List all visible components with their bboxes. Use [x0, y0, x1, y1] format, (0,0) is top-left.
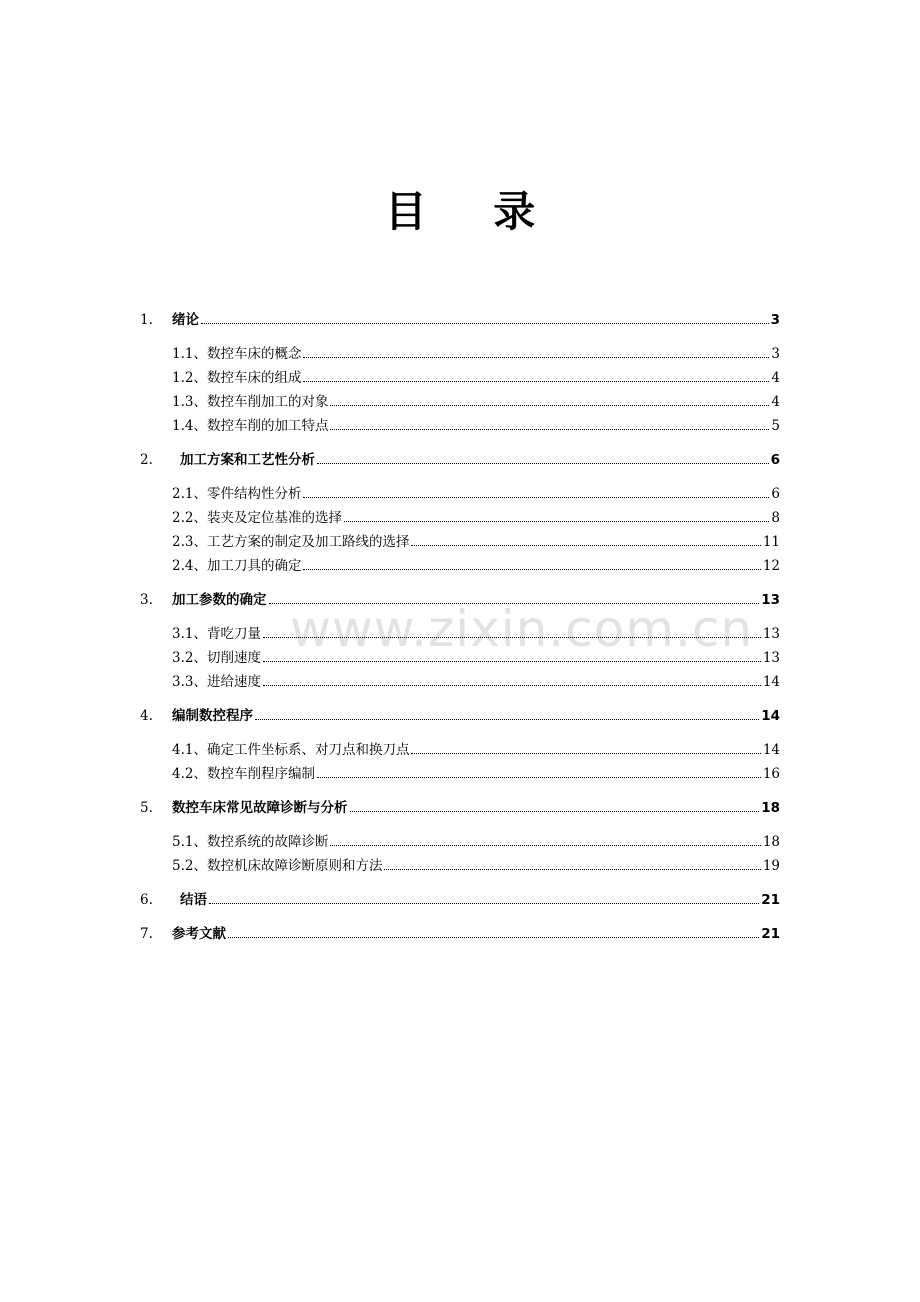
toc-page-number: 12: [762, 558, 780, 574]
toc-section-4-2[interactable]: [140, 758, 780, 782]
toc-leader-dots: [263, 661, 761, 662]
toc-section-title: 2.2、装夹及定位基准的选择: [172, 510, 342, 526]
toc-chapter-4[interactable]: [140, 700, 780, 724]
toc-leader-dots: [411, 545, 760, 546]
toc-chapter-title: 加工参数的确定: [172, 592, 267, 608]
toc-page-number: 8: [771, 510, 780, 526]
toc-section-3-1[interactable]: [140, 618, 780, 642]
toc-page-number: 3: [771, 346, 780, 362]
toc-leader-dots: [303, 381, 769, 382]
toc-leader-dots: [263, 637, 761, 638]
toc-section-title: 1.4、数控车削的加工特点: [172, 418, 329, 434]
toc-leader-dots: [344, 521, 769, 522]
toc-section-title: 2.1、零件结构性分析: [172, 486, 302, 502]
toc-chapter-6[interactable]: [140, 884, 780, 908]
toc-page-number: 3: [770, 312, 780, 328]
toc-page-number: 4: [771, 370, 780, 386]
toc-chapter-title: 编制数控程序: [172, 708, 253, 724]
toc-section-5-1[interactable]: [140, 826, 780, 850]
toc-leader-dots: [330, 429, 769, 430]
toc-page-number: 16: [762, 766, 780, 782]
toc-section-5-2[interactable]: [140, 850, 780, 874]
toc-section-3-3[interactable]: [140, 666, 780, 690]
toc-page-number: 21: [761, 892, 780, 908]
toc-page-number: 4: [771, 394, 780, 410]
toc-section-title: 5.2、数控机床故障诊断原则和方法: [172, 858, 383, 874]
toc-leader-dots: [263, 685, 761, 686]
toc-leader-dots: [201, 323, 769, 324]
toc-chapter-title: 数控车床常见故障诊断与分析: [172, 800, 348, 816]
toc-page-number: 14: [762, 742, 780, 758]
watermark: www.zixin.com.cn: [290, 600, 754, 658]
toc-page-number: 13: [761, 592, 780, 608]
toc-leader-dots: [384, 869, 760, 870]
toc-page-number: 21: [761, 926, 780, 942]
toc-chapter-5[interactable]: [140, 792, 780, 816]
toc-section-1-1[interactable]: [140, 338, 780, 362]
toc-leader-dots: [303, 569, 760, 570]
toc-section-2-2[interactable]: [140, 502, 780, 526]
toc-section-title: 5.1、数控系统的故障诊断: [172, 834, 329, 850]
toc-chapter-number: 2.: [140, 452, 153, 468]
toc-chapter-title: 参考文献: [172, 926, 226, 942]
toc-chapter-title: 绪论: [172, 312, 199, 328]
toc-section-title: 3.1、背吃刀量: [172, 626, 261, 642]
page-title: 目 录: [384, 187, 562, 236]
toc-section-1-2[interactable]: [140, 362, 780, 386]
toc-page-number: 14: [761, 708, 780, 724]
toc-section-4-1[interactable]: [140, 734, 780, 758]
toc-section-title: 4.1、确定工件坐标系、对刀点和换刀点: [172, 742, 410, 758]
toc-leader-dots: [330, 845, 760, 846]
toc-chapter-number: 1.: [140, 312, 153, 328]
toc-leader-dots: [255, 719, 759, 720]
toc-page-number: 19: [762, 858, 780, 874]
toc-leader-dots: [411, 753, 760, 754]
table-of-contents: [140, 304, 780, 942]
toc-page-number: 14: [762, 674, 780, 690]
toc-section-title: 3.2、切削速度: [172, 650, 261, 666]
toc-section-title: 3.3、进给速度: [172, 674, 261, 690]
toc-chapter-number: 7.: [140, 926, 153, 942]
toc-leader-dots: [330, 405, 769, 406]
toc-chapter-number: 3.: [140, 592, 153, 608]
toc-section-title: 1.3、数控车削加工的对象: [172, 394, 329, 410]
toc-chapter-title: 结语: [180, 892, 207, 908]
toc-section-title: 2.4、加工刀具的确定: [172, 558, 302, 574]
toc-section-3-2[interactable]: [140, 642, 780, 666]
toc-page-number: 18: [761, 800, 780, 816]
toc-leader-dots: [228, 937, 759, 938]
toc-section-1-3[interactable]: [140, 386, 780, 410]
toc-section-title: 1.1、数控车床的概念: [172, 346, 302, 362]
toc-page-number: 13: [762, 626, 780, 642]
toc-page-number: 11: [762, 534, 780, 550]
toc-page-number: 6: [770, 452, 780, 468]
toc-chapter-3[interactable]: [140, 584, 780, 608]
toc-leader-dots: [317, 777, 761, 778]
toc-chapter-number: 4.: [140, 708, 153, 724]
toc-leader-dots: [317, 463, 769, 464]
toc-chapter-number: 5.: [140, 800, 153, 816]
toc-section-1-4[interactable]: [140, 410, 780, 434]
toc-section-2-4[interactable]: [140, 550, 780, 574]
toc-page-number: 18: [762, 834, 780, 850]
toc-leader-dots: [209, 903, 759, 904]
toc-leader-dots: [303, 357, 769, 358]
toc-section-title: 4.2、数控车削程序编制: [172, 766, 315, 782]
toc-leader-dots: [269, 603, 760, 604]
toc-page-number: 13: [762, 650, 780, 666]
toc-chapter-number: 6.: [140, 892, 153, 908]
toc-chapter-title: 加工方案和工艺性分析: [180, 452, 315, 468]
toc-chapter-1[interactable]: [140, 304, 780, 328]
toc-chapter-7[interactable]: [140, 918, 780, 942]
toc-page-number: 5: [771, 418, 780, 434]
toc-chapter-2[interactable]: [140, 444, 780, 468]
toc-section-title: 2.3、工艺方案的制定及加工路线的选择: [172, 534, 410, 550]
toc-section-2-3[interactable]: [140, 526, 780, 550]
toc-section-title: 1.2、数控车床的组成: [172, 370, 302, 386]
toc-leader-dots: [303, 497, 769, 498]
toc-leader-dots: [350, 811, 760, 812]
toc-section-2-1[interactable]: [140, 478, 780, 502]
toc-page-number: 6: [771, 486, 780, 502]
